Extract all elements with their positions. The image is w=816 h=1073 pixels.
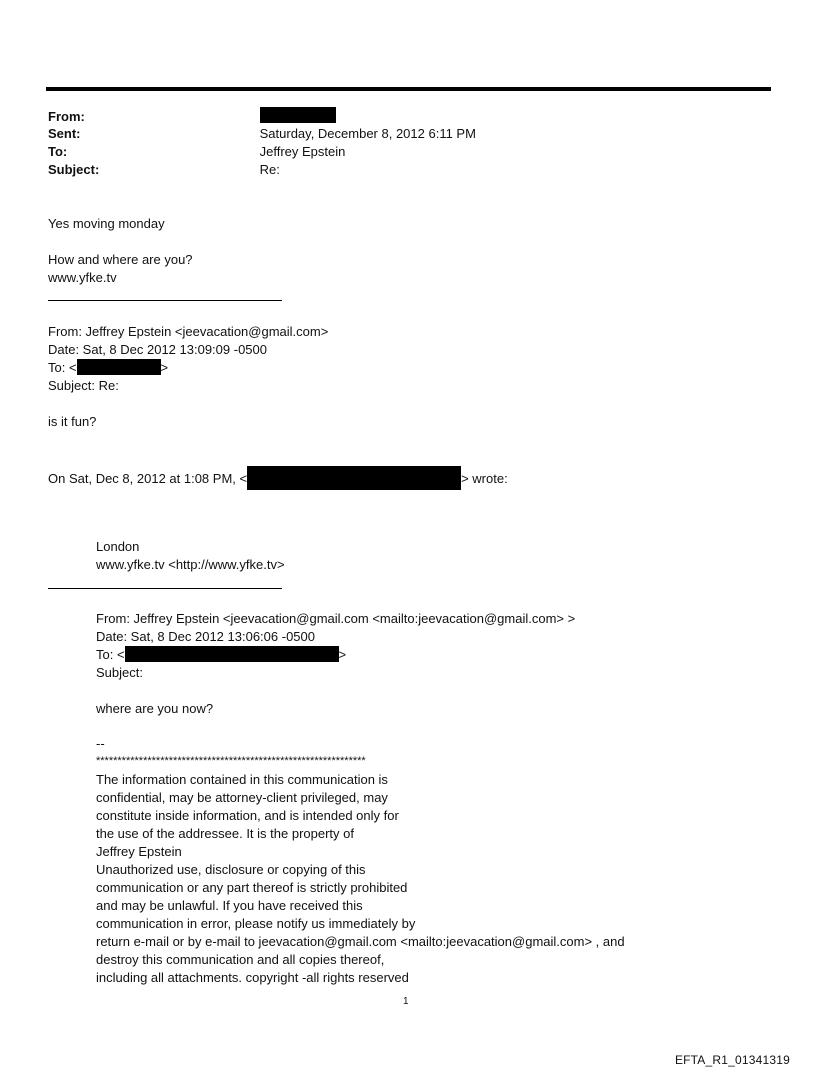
header-to-row <box>48 143 345 161</box>
quoted3-from: From: Jeffrey Epstein <jeevacation@gmail.com <mailto:jeevacation@gmail.com> > <box>96 611 576 626</box>
to-label: To: <box>48 144 68 159</box>
bates-number: EFTA_R1_01341319 <box>674 1053 790 1067</box>
to-value: Jeffrey Epstein <box>259 144 346 159</box>
reply-line-1: Yes moving monday <box>48 216 165 231</box>
from-label: From: <box>48 109 85 124</box>
quoted3-to <box>96 646 346 664</box>
subject-label: Subject: <box>48 162 100 177</box>
separator-1 <box>48 300 282 301</box>
signature-stars: *************************************************************** <box>96 755 366 767</box>
sent-label: Sent: <box>48 126 81 141</box>
page-number: 1 <box>403 996 409 1007</box>
disclaimer-line: return e-mail or by e-mail to jeevacation@gmail.com <mailto:jeevacation@gmail.com> , and <box>96 934 625 949</box>
quoted3-subject: Subject: <box>96 665 143 680</box>
disclaimer-line: destroy this communication and all copies thereof, <box>96 952 385 967</box>
quoted2-website-link[interactable]: www.yfke.tv <http://www.yfke.tv> <box>96 557 285 572</box>
quoted1-to-suffix: > <box>160 360 169 375</box>
quoted1-on-wrote <box>48 466 508 490</box>
disclaimer-line: Jeffrey Epstein <box>96 844 182 859</box>
disclaimer-line: communication or any part thereof is strictly prohibited <box>96 880 408 895</box>
header-sent-row <box>48 125 476 143</box>
disclaimer-line: confidential, may be attorney-client privileged, may <box>96 790 388 805</box>
quoted3-date: Date: Sat, 8 Dec 2012 13:06:06 -0500 <box>96 629 315 644</box>
redacted-recipient <box>77 359 161 375</box>
redacted-sender <box>260 107 336 123</box>
reply-website-link[interactable]: www.yfke.tv <box>48 270 117 285</box>
on-wrote-prefix: On Sat, Dec 8, 2012 at 1:08 PM, < <box>48 471 248 486</box>
quoted1-to-prefix: To: < <box>48 360 77 375</box>
quoted1-to <box>48 359 168 377</box>
subject-value: Re: <box>259 162 280 177</box>
signature-dash: -- <box>96 736 105 751</box>
redacted-author <box>247 466 461 490</box>
header-subject-row <box>48 161 280 179</box>
on-wrote-suffix: > wrote: <box>461 471 508 486</box>
quoted1-from: From: Jeffrey Epstein <jeevacation@gmail.com> <box>48 324 329 339</box>
redacted-recipient-2 <box>125 646 339 662</box>
reply-line-2: How and where are you? <box>48 252 193 267</box>
quoted3-to-prefix: To: < <box>96 647 125 662</box>
quoted1-body: is it fun? <box>48 414 97 429</box>
quoted1-date: Date: Sat, 8 Dec 2012 13:09:09 -0500 <box>48 342 267 357</box>
quoted3-to-suffix: > <box>338 647 347 662</box>
sent-value: Saturday, December 8, 2012 6:11 PM <box>259 126 476 141</box>
separator-2 <box>48 588 282 589</box>
quoted3-body: where are you now? <box>96 701 214 716</box>
header-from-row <box>48 107 336 125</box>
disclaimer-line: communication in error, please notify us immediately by <box>96 916 416 931</box>
disclaimer-line: Unauthorized use, disclosure or copying of this <box>96 862 366 877</box>
disclaimer-line: and may be unlawful. If you have received this <box>96 898 363 913</box>
disclaimer-line: The information contained in this communication is <box>96 772 388 787</box>
quoted1-subject: Subject: Re: <box>48 378 119 393</box>
disclaimer-line: constitute inside information, and is intended only for <box>96 808 399 823</box>
disclaimer-line: including all attachments. copyright -all rights reserved <box>96 970 409 985</box>
disclaimer-line: the use of the addressee. It is the property of <box>96 826 354 841</box>
header-rule <box>46 87 771 91</box>
quoted2-line-1: London <box>96 539 140 554</box>
